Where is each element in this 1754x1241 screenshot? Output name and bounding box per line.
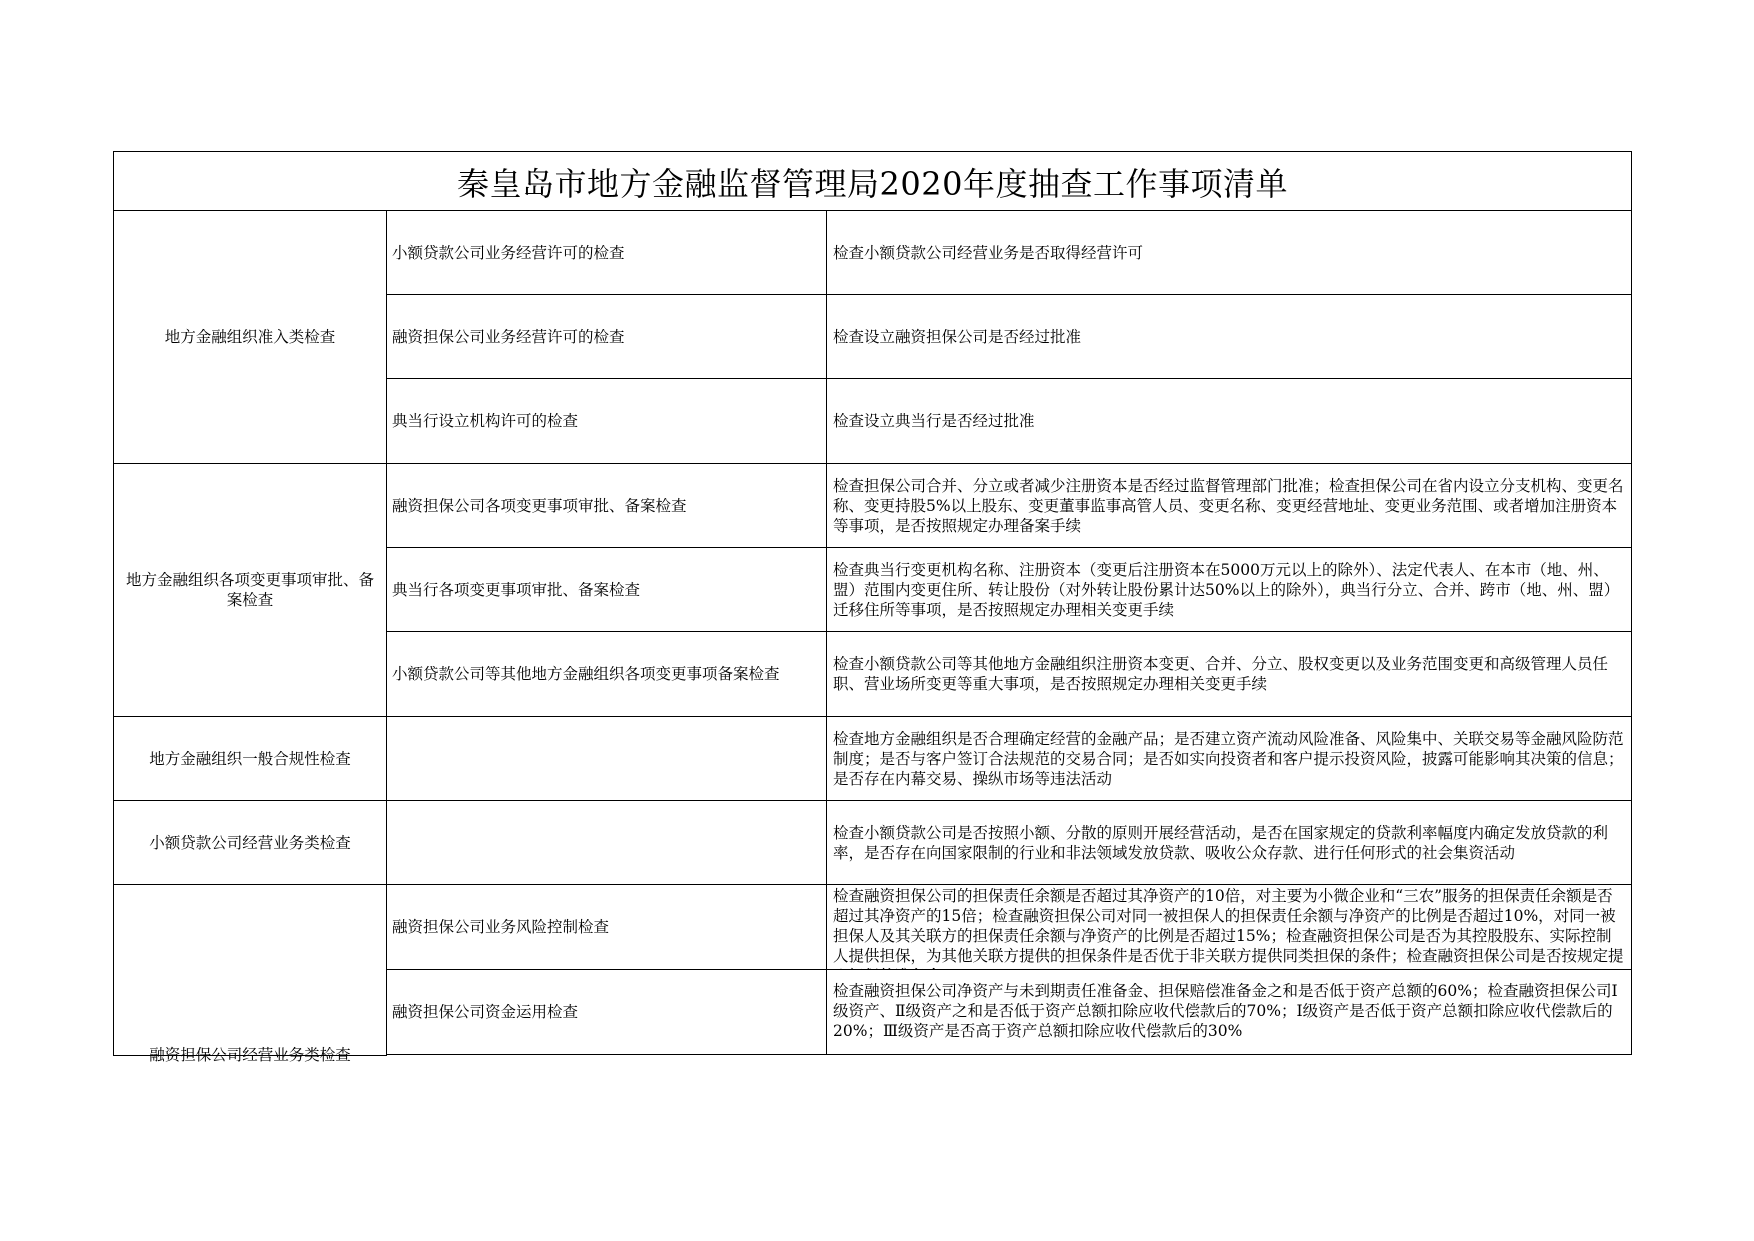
description-cell: 检查融资担保公司净资产与未到期责任准备金、担保赔偿准备金之和是否低于资产总额的60%；检查融资担保公司Ⅰ级资产、Ⅱ级资产之和是否低于资产总额扣除应收代偿款后的70%；Ⅰ级资产是否低于资产总额扣除应收代偿款后的20%；Ⅲ级资产是否高于资产总额扣除应收代偿款后的30% [826,969,1632,1055]
inspection-list-table [113,151,1632,1064]
description-cell: 检查担保公司合并、分立或者减少注册资本是否经过监督管理部门批准；检查担保公司在省内设立分支机构、变更名称、变更持股5%以上股东、变更董事监事高管人员、变更名称、变更经营地址、变更业务范围、或者增加注册资本等事项，是否按照规定办理备案手续 [826,463,1632,548]
item-cell: 典当行设立机构许可的检查 [386,378,827,464]
description-cell: 检查融资担保公司的担保责任余额是否超过其净资产的10倍，对主要为小微企业和“三农”服务的担保责任余额是否超过其净资产的15倍；检查融资担保公司对同一被担保人的担保责任余额与净资产的比例是否超过10%，对同一被担保人及其关联方的担保责任余额与净资产的比例是否超过15%；检查融资担保公司是否为其控股股东、实际控制人提供担保，为其他关联方提供的担保条件是否优于非关联方提供同类担保的条件；检查融资担保公司是否按规定提 [826,884,1632,970]
description-cell: 检查小额贷款公司是否按照小额、分散的原则开展经营活动，是否在国家规定的贷款利率幅度内确定发放贷款的利率，是否存在向国家限制的行业和非法领域发放贷款、吸收公众存款、进行任何形式的社会集资活动 [826,800,1632,885]
description-cell: 检查设立典当行是否经过批准 [826,378,1632,464]
description-cell: 检查小额贷款公司经营业务是否取得经营许可 [826,210,1632,295]
category-cell: 地方金融组织一般合规性检查 [113,716,387,801]
item-cell: 融资担保公司业务经营许可的检查 [386,294,827,379]
item-cell: 融资担保公司资金运用检查 [386,969,827,1055]
category-cell: 地方金融组织准入类检查 [113,210,387,464]
category-label: 融资担保公司经营业务类检查 [149,1046,351,1064]
description-cell: 检查小额贷款公司等其他地方金融组织注册资本变更、合并、分立、股权变更以及业务范围变更和高级管理人员任职、营业场所变更等重大事项，是否按照规定办理相关变更手续 [826,631,1632,717]
item-cell: 典当行各项变更事项审批、备案检查 [386,547,827,632]
description-cell: 检查典当行变更机构名称、注册资本（变更后注册资本在5000万元以上的除外）、法定代表人、在本市（地、州、盟）范围内变更住所、转让股份（对外转让股份累计达50%以上的除外），典当行分立、合并、跨市（地、州、盟）迁移住所等事项，是否按照规定办理相关变更手续 [826,547,1632,632]
description-cell: 检查设立融资担保公司是否经过批准 [826,294,1632,379]
item-cell [386,716,827,801]
item-cell [386,800,827,885]
category-cell: 地方金融组织各项变更事项审批、备案检查 [113,463,387,717]
item-cell: 融资担保公司各项变更事项审批、备案检查 [386,463,827,548]
table-title: 秦皇岛市地方金融监督管理局2020年度抽查工作事项清单 [113,151,1632,212]
category-cell: 小额贷款公司经营业务类检查 [113,800,387,885]
category-cell [113,884,387,1064]
item-cell: 融资担保公司业务风险控制检查 [386,884,827,970]
item-cell: 小额贷款公司业务经营许可的检查 [386,210,827,295]
description-cell: 检查地方金融组织是否合理确定经营的金融产品；是否建立资产流动风险准备、风险集中、关联交易等金融风险防范制度；是否与客户签订合法规范的交易合同；是否如实向投资者和客户提示投资风险，披露可能影响其决策的信息；是否存在内幕交易、操纵市场等违法活动 [826,716,1632,801]
item-cell: 小额贷款公司等其他地方金融组织各项变更事项备案检查 [386,631,827,717]
